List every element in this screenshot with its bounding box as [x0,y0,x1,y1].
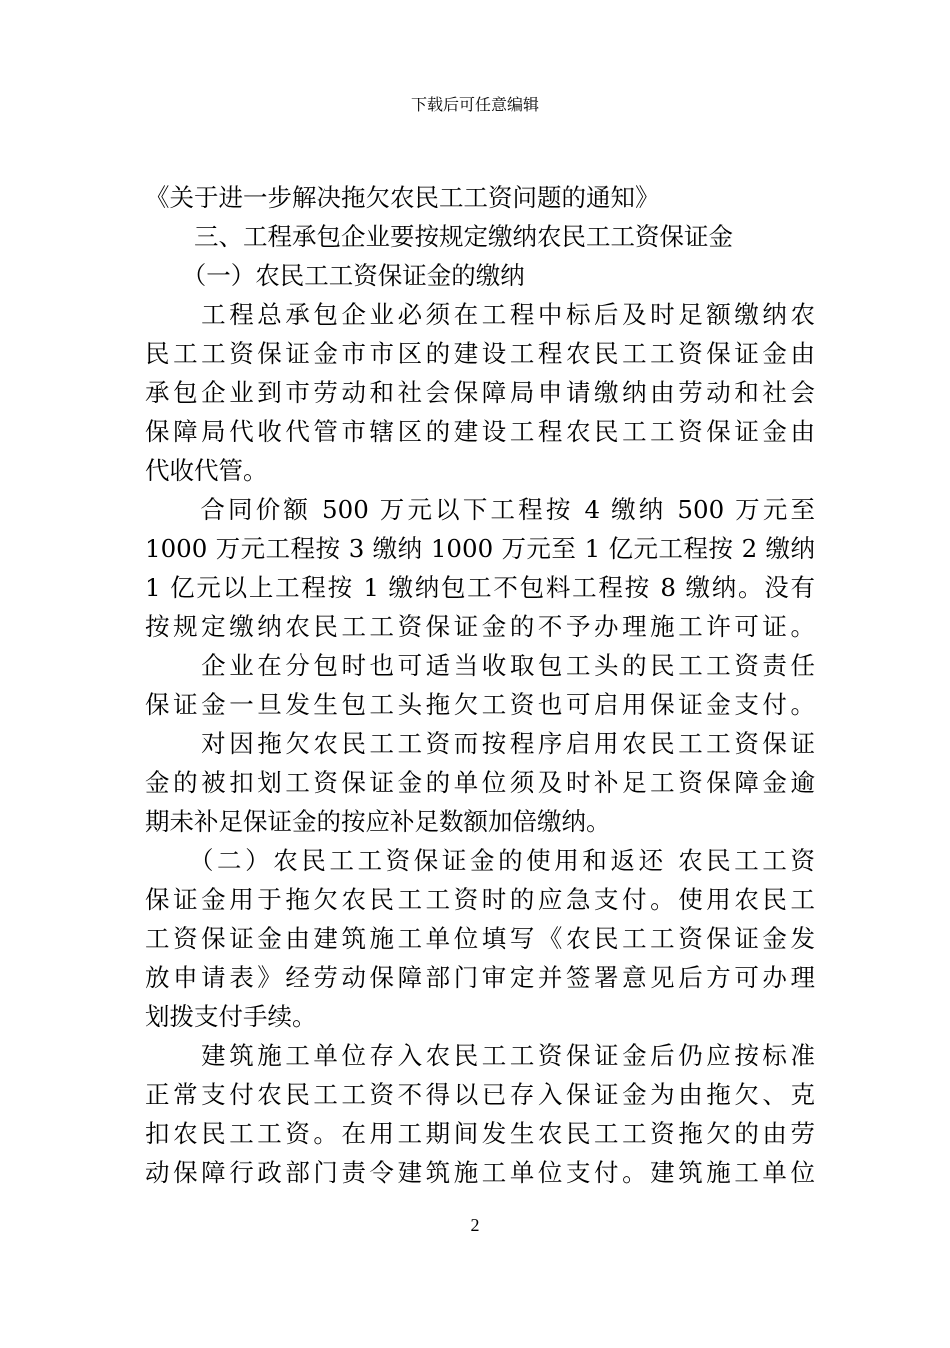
paragraph-line: 保证金一旦发生包工头拖欠工资也可启用保证金支付。 [145,690,815,719]
page-header: 下载后可任意编辑 [410,95,539,114]
paragraph-line: 期未补足保证金的按应补足数额加倍缴纳。 [145,807,611,836]
paragraph-line: 对因拖欠农民工工资而按程序启用农民工工资保证 [145,729,815,758]
paragraph-line: 1 亿元以上工程按 1 缴纳包工不包料工程按 8 缴纳。没有 [145,573,815,602]
page-number: 2 [470,1215,480,1235]
paragraph-line: 建筑施工单位存入农民工工资保证金后仍应按标准 [145,1041,815,1070]
paragraph-line: 扣农民工工资。在用工期间发生农民工工资拖欠的由劳 [145,1119,815,1148]
paragraph-line: 1000 万元工程按 3 缴纳 1000 万元至 1 亿元工程按 2 缴纳 [145,534,815,563]
paragraph-line: 按规定缴纳农民工工资保证金的不予办理施工许可证。 [145,612,815,641]
paragraph-line: 承包企业到市劳动和社会保障局申请缴纳由劳动和社会 [145,378,815,407]
section-heading-3: 三、工程承包企业要按规定缴纳农民工工资保证金 [145,222,733,251]
paragraph-line: 工资保证金由建筑施工单位填写《农民工工资保证金发 [145,924,815,953]
paragraph-line: 民工工资保证金市市区的建设工程农民工工资保证金由 [145,339,815,368]
paragraph-line: 合同价额 500 万元以下工程按 4 缴纳 500 万元至 [145,495,815,524]
paragraph-line: 放申请表》经劳动保障部门审定并签署意见后方可办理 [145,963,815,992]
paragraph-line: 金的被扣划工资保证金的单位须及时补足工资保障金逾 [145,768,815,797]
paragraph-line: 动保障行政部门责令建筑施工单位支付。建筑施工单位 [145,1158,815,1187]
document-body [145,178,815,1192]
paragraph-line: 工程总承包企业必须在工程中标后及时足额缴纳农 [145,300,815,329]
subsection-heading-2-line: （二）农民工工资保证金的使用和返还 农民工工资 [145,846,815,875]
paragraph-line: 保障局代收代管市辖区的建设工程农民工工资保证金由 [145,417,815,446]
subsection-heading-1: （一）农民工工资保证金的缴纳 [145,261,525,290]
paragraph-line: 保证金用于拖欠农民工工资时的应急支付。使用农民工 [145,885,815,914]
paragraph-line: 代收代管。 [145,456,268,485]
notice-title-line: 《关于进一步解决拖欠农民工工资问题的通知》 [145,183,660,212]
paragraph-line: 正常支付农民工工资不得以已存入保证金为由拖欠、克 [145,1080,815,1109]
paragraph-line: 企业在分包时也可适当收取包工头的民工工资责任 [145,651,815,680]
paragraph-line: 划拨支付手续。 [145,1002,317,1031]
